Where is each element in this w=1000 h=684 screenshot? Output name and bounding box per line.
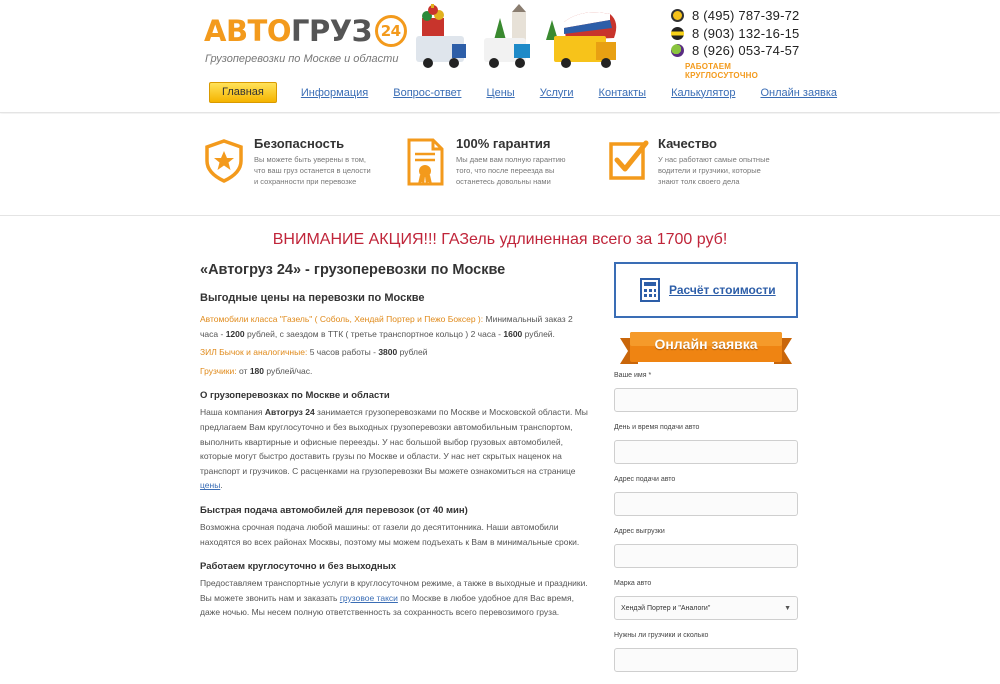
price-value: 1200 (225, 328, 245, 339)
about-heading: О грузоперевозках по Москве и области (200, 390, 390, 402)
fast-delivery-heading: Быстрая подача автомобилей для перевозок (от 40 мин) (200, 504, 468, 516)
logo-text (204, 14, 407, 48)
about-text-part: занимается грузоперевозками по Москве и Московской области. Мы предлагаем Вам круглосуточно и без выходных грузоперевозки автомобильным транспортом, выполнить квартирные и офисные переезды. У нас большой выбор грузовых автомобилей, которые могут быстро доставить грузы по Москве и области. У нас нет скрытых наценок на транспорт и грузчиков. С расценками на грузоперевозки Вы можете ознакомиться на странице (200, 407, 588, 476)
order-form (614, 372, 798, 684)
megafon-operator-icon (671, 44, 684, 57)
car-brand-label: Марка авто (614, 580, 652, 587)
nav-item-online-order[interactable]: Онлайн заявка (760, 86, 838, 99)
price-text: рублей, с заездом в ТТК ( третье транспортное кольцо ) 2 часа - (244, 328, 504, 339)
name-label: Ваше имя * (614, 372, 652, 379)
phone-row[interactable] (671, 7, 801, 25)
feature-title: Безопасность (254, 136, 345, 151)
feature-desc: Вы можете быть уверены в том, что ваш груз останется в целости и сохранности при перевозке (254, 155, 371, 186)
nav-item-services[interactable]: Услуги (539, 86, 574, 99)
datetime-label: День и время подачи авто (614, 424, 700, 431)
shield-star-icon (204, 139, 244, 183)
nonstop-text-part: по Москве в любое удобное для Вас время, даже ночью. Мы несем полную ответственность за сохранность всего перевозимого груза. (200, 592, 574, 618)
beeline-operator-icon (671, 27, 684, 40)
tagline: Грузоперевозки по Москве и области (205, 53, 399, 65)
name-field[interactable] (614, 388, 798, 412)
worktime-label: РАБОТАЕМ КРУГЛОСУТОЧНО (685, 61, 759, 80)
price-zil-label: ЗИЛ Бычок и аналогичные: (200, 347, 308, 358)
phone-number[interactable]: 8 (903) 132-16-15 (692, 25, 800, 41)
nav-item-calculator[interactable]: Калькулятор (671, 86, 736, 99)
feature-title: Качество (658, 136, 717, 151)
car-brand-select[interactable] (614, 596, 798, 620)
header (0, 0, 1000, 113)
price-value: 3800 (378, 347, 398, 358)
logo[interactable] (204, 14, 407, 65)
phone-number[interactable]: 8 (926) 053-74-57 (692, 43, 800, 59)
phone-row[interactable] (671, 42, 801, 60)
about-text-part: . (220, 480, 223, 491)
main-content (200, 262, 592, 620)
fast-delivery-text: Возможна срочная подача любой машины: от газели до десятитонника. Наши автомобили находятся во всех районах Москвы, поэтому мы можем подъехать к Вам в минимальные сроки. (200, 521, 580, 547)
mts-operator-icon (671, 9, 684, 22)
cargo-taxi-link[interactable]: грузовое такси (339, 592, 398, 603)
cost-calculator-button[interactable] (614, 262, 798, 318)
nonstop-text-part: Предоставляем транспортные услуги в круглосуточном режиме, а также в выходные и праздники. Вы можете звонить нам и заказать (200, 578, 588, 603)
calculator-icon (640, 278, 660, 302)
movers-field[interactable] (614, 648, 798, 672)
price-gazel-label: Автомобили класса "Газель" ( Соболь, Хендай Портер и Пежо Боксер ): (200, 314, 484, 324)
nav-item-contacts[interactable]: Контакты (598, 86, 647, 99)
checkbox-icon (608, 139, 648, 183)
feature-desc: Мы даем вам полную гарантию того, что после переезда вы останетесь довольны нами (456, 155, 566, 186)
price-value: 1600 (503, 328, 523, 339)
price-zil (200, 345, 592, 360)
page-title: «Автогруз 24» - грузоперевозки по Москве (200, 262, 506, 278)
price-text: 5 часов работы - (307, 347, 379, 358)
about-brand: Автогруз 24 (264, 407, 315, 418)
datetime-field[interactable] (614, 440, 798, 464)
pickup-address-field[interactable] (614, 492, 798, 516)
main-nav (209, 82, 862, 103)
promo-banner: ВНИМАНИЕ АКЦИЯ!!! ГАЗель удлиненная всего за 1700 руб! (272, 231, 728, 248)
price-text: Минимальный заказ 2 часа - (200, 314, 573, 339)
feature-desc: У нас работают самые опытные водители и грузчики, которые знают толк своего дела (658, 155, 770, 186)
features-strip (0, 114, 1000, 216)
online-order-title: Онлайн заявка (654, 336, 758, 352)
prices-heading: Выгодные цены на перевозки по Москве (200, 292, 425, 304)
prices-link[interactable]: цены (200, 480, 221, 491)
logo-part-b: ГРУЗ (290, 14, 372, 48)
nonstop-text (200, 576, 592, 620)
chevron-down-icon: ▼ (784, 604, 791, 612)
logo-part-a: АВТО (204, 14, 291, 48)
feature-title: 100% гарантия (456, 136, 551, 151)
car-brand-value: Хендэй Портер и "Аналоги" (621, 604, 711, 612)
phones-block (671, 7, 801, 80)
price-movers-label: Грузчики: (200, 365, 237, 376)
cost-calculator-label[interactable]: Расчёт стоимости (669, 283, 776, 297)
phone-number[interactable]: 8 (495) 787-39-72 (692, 8, 800, 24)
about-text (200, 405, 592, 493)
price-text: рублей. (522, 328, 555, 339)
price-text: рублей (397, 347, 428, 358)
price-text: рублей/час. (264, 365, 313, 376)
price-movers (200, 364, 592, 379)
movers-label: Нужны ли грузчики и сколько (614, 632, 709, 639)
nav-item-info[interactable]: Информация (300, 86, 369, 99)
nav-item-prices[interactable]: Цены (486, 86, 515, 99)
price-value: 180 (249, 365, 264, 376)
certificate-icon (406, 138, 446, 188)
dropoff-address-label: Адрес выгрузки (614, 528, 665, 535)
phone-row[interactable] (671, 25, 801, 43)
nav-item-home[interactable]: Главная (209, 82, 277, 103)
about-text-part: Наша компания (200, 407, 265, 418)
price-text: от (236, 365, 250, 376)
trucks-illustration (414, 4, 624, 70)
dropoff-address-field[interactable] (614, 544, 798, 568)
logo-number: 24 (375, 15, 407, 47)
pickup-address-label: Адрес подачи авто (614, 476, 676, 483)
nav-item-faq[interactable]: Вопрос-ответ (393, 86, 462, 99)
nonstop-heading: Работаем круглосуточно и без выходных (200, 561, 397, 573)
price-gazel (200, 312, 592, 341)
